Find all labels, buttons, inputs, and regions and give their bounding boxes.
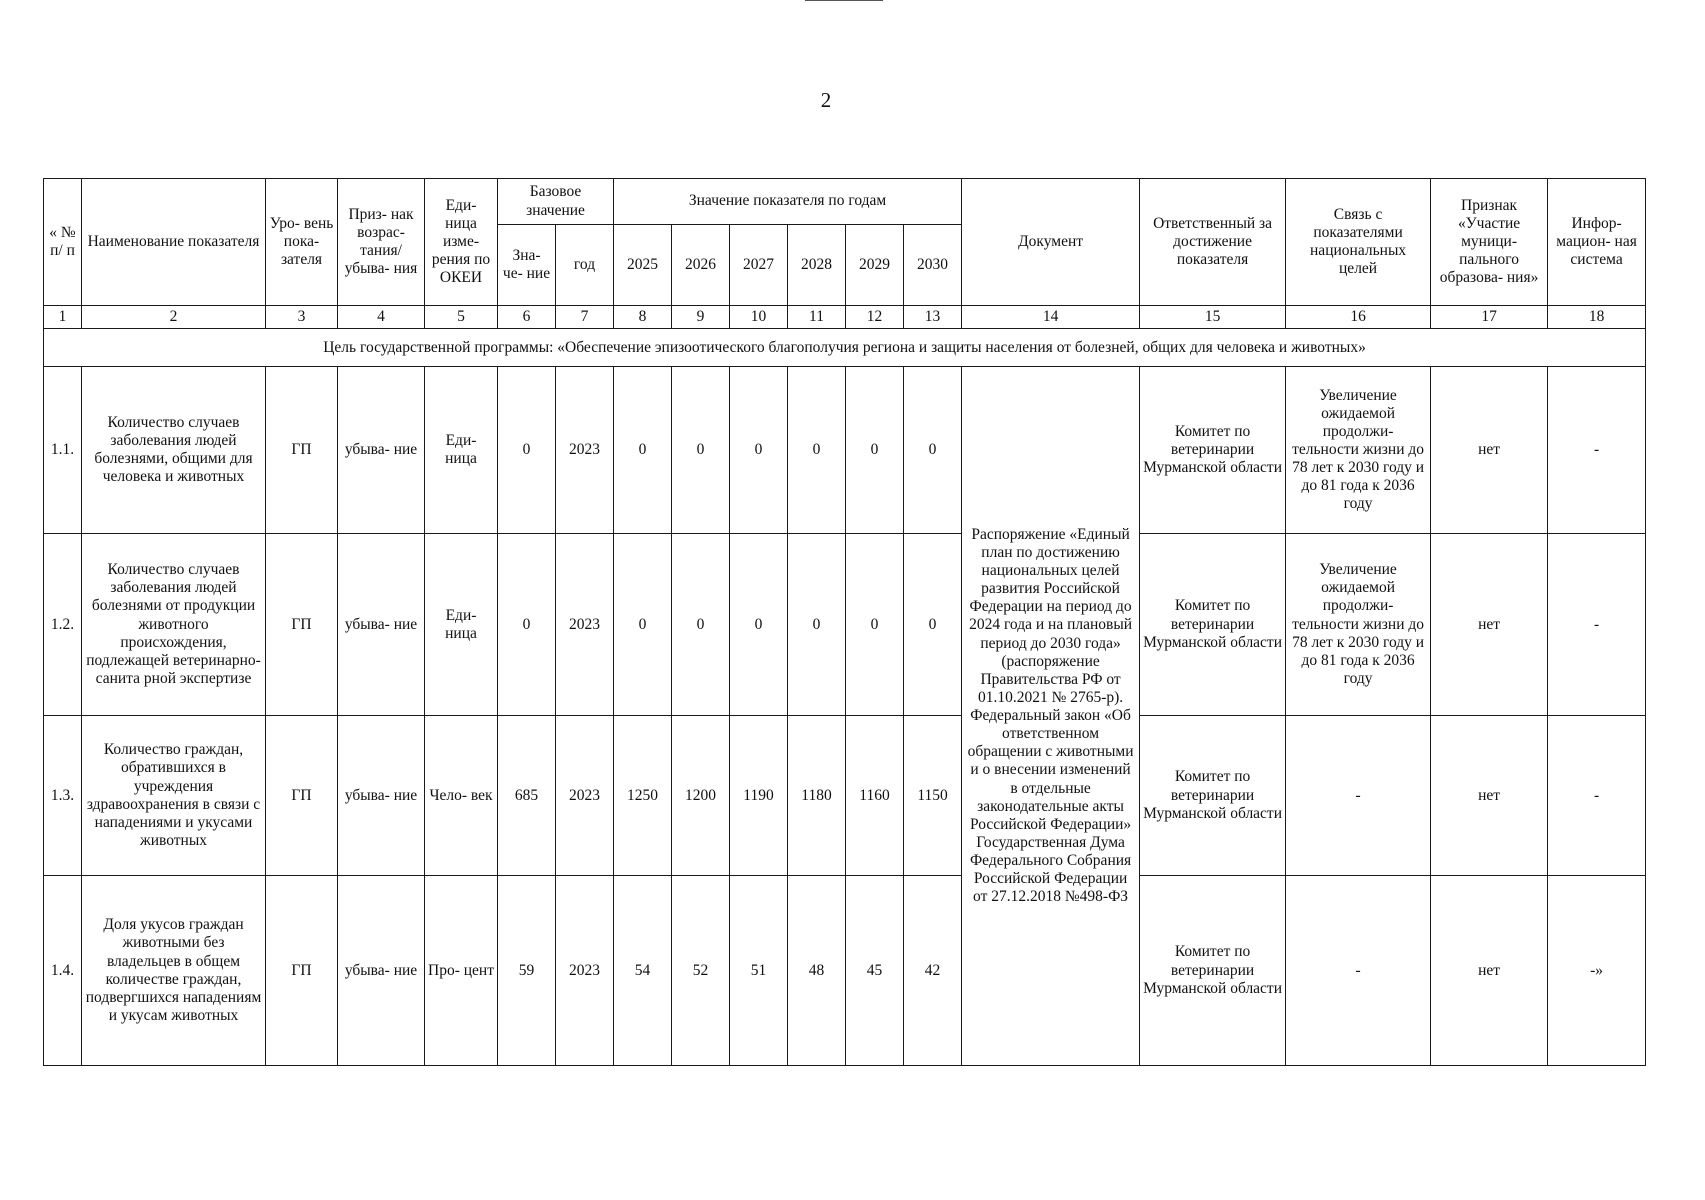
header-document: Документ [962,179,1140,306]
column-number: 17 [1431,306,1548,329]
row-name: Доля укусов граждан животными без владельцев в общем количестве граждан, подвергшихся нападениям и укусам животных [82,876,266,1066]
row-info-system: - [1548,534,1646,716]
row-trend: убыва- ние [338,367,425,534]
row-name: Количество случаев заболевания людей болезнями, общими для человека и животных [82,367,266,534]
row-value-2028: 0 [788,534,846,716]
header-row [44,179,1646,225]
goal-row [44,329,1646,367]
row-value-2026: 0 [672,534,730,716]
header-national-goals: Связь с показателями национальных целей [1286,179,1431,306]
header-responsible: Ответственный за достижение показателя [1140,179,1286,306]
row-unit: Еди- ница [425,367,498,534]
row-value-2027: 51 [730,876,788,1066]
row-base-year: 2023 [556,876,614,1066]
row-responsible: Комитет по ветеринарии Мурманской области [1140,876,1286,1066]
row-national-goals: Увеличение ожидаемой продолжи- тельности жизни до 78 лет к 2030 году и до 81 года к 2036 году [1286,367,1431,534]
column-number: 10 [730,306,788,329]
column-number: 13 [904,306,962,329]
row-info-system: - [1548,367,1646,534]
row-num: 1.4. [44,876,82,1066]
row-level: ГП [266,876,338,1066]
column-number: 15 [1140,306,1286,329]
row-value-2028: 0 [788,367,846,534]
header-municipal: Признак «Участие муници- пального образова- ния» [1431,179,1548,306]
row-value-2027: 0 [730,367,788,534]
row-base-value: 59 [498,876,556,1066]
row-value-2029: 1160 [846,716,904,876]
row-national-goals: Увеличение ожидаемой продолжи- тельности жизни до 78 лет к 2030 году и до 81 года к 2036 году [1286,534,1431,716]
header-year: 2026 [672,225,730,306]
row-value-2026: 0 [672,367,730,534]
row-num: 1.2. [44,534,82,716]
row-trend: убыва- ние [338,716,425,876]
row-value-2025: 0 [614,367,672,534]
row-base-value: 0 [498,367,556,534]
header-base-value: Зна- че- ние [498,225,556,306]
row-national-goals: - [1286,876,1431,1066]
column-number: 8 [614,306,672,329]
column-number: 11 [788,306,846,329]
row-value-2025: 1250 [614,716,672,876]
row-info-system: - [1548,716,1646,876]
column-number: 1 [44,306,82,329]
column-number: 9 [672,306,730,329]
row-responsible: Комитет по ветеринарии Мурманской области [1140,716,1286,876]
row-value-2026: 52 [672,876,730,1066]
column-numbers-row [44,306,1646,329]
header-year: 2025 [614,225,672,306]
column-number: 16 [1286,306,1431,329]
row-base-value: 0 [498,534,556,716]
row-level: ГП [266,367,338,534]
row-value-2029: 0 [846,367,904,534]
row-municipal: нет [1431,367,1548,534]
header-year: 2030 [904,225,962,306]
program-goal: Цель государственной программы: «Обеспечение эпизоотического благополучия региона и защиты населения от болезней, общих для человека и животных» [44,329,1646,367]
header-year: 2027 [730,225,788,306]
table-row [44,367,1646,534]
column-number: 14 [962,306,1140,329]
row-trend: убыва- ние [338,876,425,1066]
column-number: 4 [338,306,425,329]
header-years-group: Значение показателя по годам [614,179,962,225]
row-responsible: Комитет по ветеринарии Мурманской области [1140,534,1286,716]
table-row [44,534,1646,716]
row-document: Распоряжение «Единый план по достижению национальных целей развития Российской Федерации на период до 2024 года и на плановый период до 2030 года» (распоряжение Правительства РФ от 01.10.2021 № 2765-р). Федеральный закон «Об ответственном обращении с животными и о внесении изменений в отдельные законодательные акты Российской Федерации» Государственная Дума Федерального Собрания Российской Федерации от 27.12.2018 №498-ФЗ [962,367,1140,1066]
row-base-year: 2023 [556,534,614,716]
header-unit: Еди- ница изме- рения по ОКЕИ [425,179,498,306]
header-base: Базовое значение [498,179,614,225]
header-level: Уро- вень пока- зателя [266,179,338,306]
row-value-2028: 48 [788,876,846,1066]
column-number: 2 [82,306,266,329]
indicators-table [43,178,1646,1066]
column-number: 18 [1548,306,1646,329]
header-info-system: Инфор- мацион- ная система [1548,179,1646,306]
row-unit: Еди- ница [425,534,498,716]
row-base-value: 685 [498,716,556,876]
table-row [44,876,1646,1066]
row-base-year: 2023 [556,716,614,876]
row-responsible: Комитет по ветеринарии Мурманской области [1140,367,1286,534]
row-value-2026: 1200 [672,716,730,876]
row-name: Количество случаев заболевания людей болезнями от продукции животного происхождения, подлежащей ветеринарно-санита рной экспертизе [82,534,266,716]
header-base-year: год [556,225,614,306]
top-mark [805,0,883,1]
row-municipal: нет [1431,876,1548,1066]
column-number: 5 [425,306,498,329]
row-num: 1.3. [44,716,82,876]
row-name: Количество граждан, обратившихся в учреждения здравоохранения в связи с нападениями и укусами животных [82,716,266,876]
column-number: 7 [556,306,614,329]
header-year: 2029 [846,225,904,306]
column-number: 12 [846,306,904,329]
row-value-2030: 1150 [904,716,962,876]
row-level: ГП [266,716,338,876]
row-municipal: нет [1431,534,1548,716]
row-unit: Чело- век [425,716,498,876]
row-unit: Про- цент [425,876,498,1066]
header-name: Наименование показателя [82,179,266,306]
row-municipal: нет [1431,716,1548,876]
row-value-2027: 0 [730,534,788,716]
header-trend: Приз- нак возрас- тания/ убыва- ния [338,179,425,306]
table-row [44,716,1646,876]
row-num: 1.1. [44,367,82,534]
row-value-2028: 1180 [788,716,846,876]
row-national-goals: - [1286,716,1431,876]
row-value-2029: 45 [846,876,904,1066]
row-value-2030: 0 [904,367,962,534]
header-num: « № п/ п [44,179,82,306]
row-base-year: 2023 [556,367,614,534]
row-info-system: -» [1548,876,1646,1066]
header-year: 2028 [788,225,846,306]
column-number: 3 [266,306,338,329]
row-trend: убыва- ние [338,534,425,716]
row-value-2027: 1190 [730,716,788,876]
column-number: 6 [498,306,556,329]
row-value-2025: 0 [614,534,672,716]
row-value-2030: 0 [904,534,962,716]
row-level: ГП [266,534,338,716]
row-value-2025: 54 [614,876,672,1066]
row-value-2030: 42 [904,876,962,1066]
row-value-2029: 0 [846,534,904,716]
page-number: 2 [820,88,832,112]
